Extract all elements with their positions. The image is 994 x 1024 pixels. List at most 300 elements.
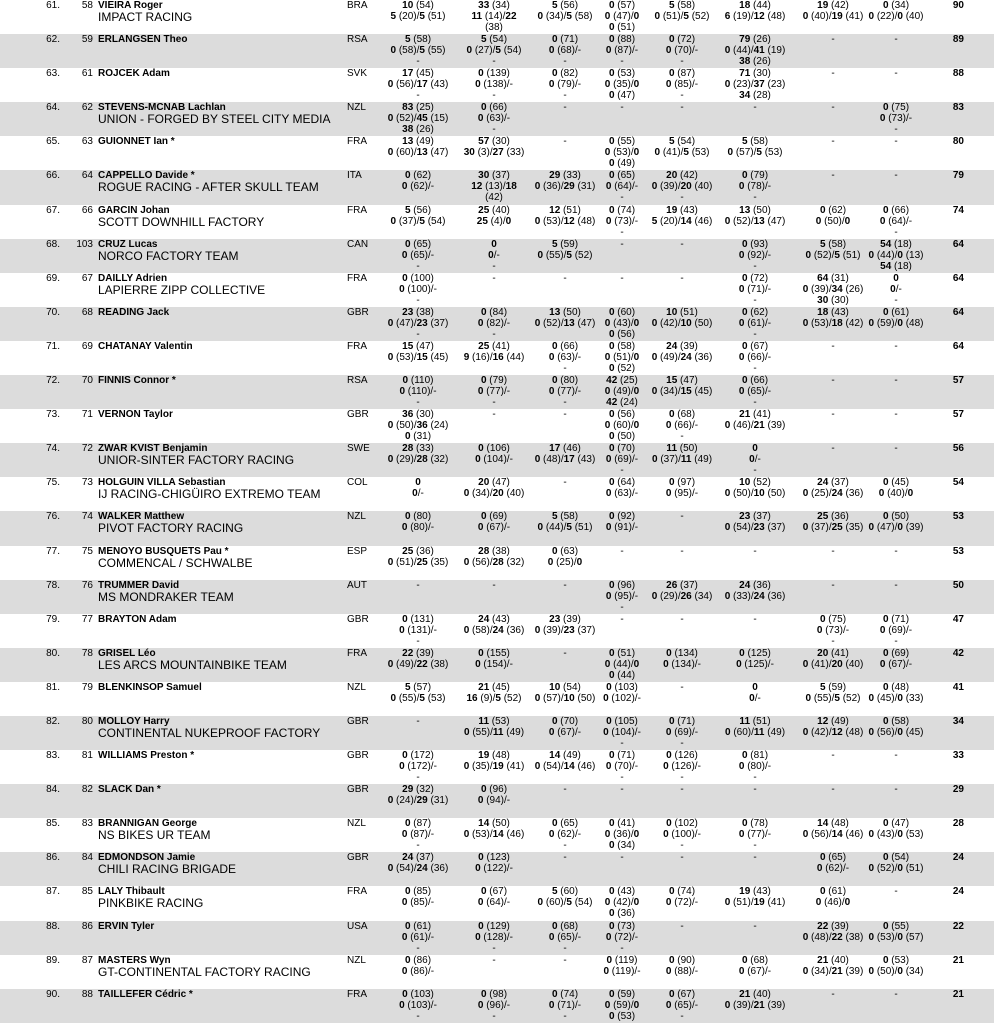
result-line: 0 (27)/5 (54) xyxy=(466,45,522,57)
round-result xyxy=(652,375,713,397)
standings-row xyxy=(0,784,994,818)
result-line: 0 (79)/- xyxy=(548,79,582,91)
result-line: 0 (68) xyxy=(551,920,579,932)
result-line: - xyxy=(894,443,898,455)
result-line: 0 xyxy=(752,681,758,693)
result-line: 0 (40)/19 (41) xyxy=(802,11,864,22)
round-result xyxy=(666,34,698,67)
result-line: 0 (65)/- xyxy=(665,999,699,1011)
rider-name: LALY Thibault xyxy=(98,886,165,898)
result-line: 0 (56) xyxy=(608,328,636,340)
result-line: 42 (25) xyxy=(606,375,638,387)
result-line: 0 (46)/0 xyxy=(815,897,851,909)
round-result xyxy=(879,477,913,499)
round-result xyxy=(605,341,639,374)
plate-number: 75 xyxy=(81,545,93,557)
result-line: 0 (58) xyxy=(608,340,636,352)
result-line: 0 (71)/- xyxy=(738,283,772,295)
result-line: 0 (128)/- xyxy=(475,931,513,943)
nation: GBR xyxy=(347,715,369,727)
result-line: 0 (42)/12 (48) xyxy=(802,726,864,738)
rank: 68. xyxy=(46,238,60,250)
round-result xyxy=(416,580,419,591)
result-line: - xyxy=(894,136,898,148)
total-points: 42 xyxy=(952,647,964,659)
standings-row xyxy=(0,375,994,409)
total-points: 22 xyxy=(952,920,964,932)
rider-name: TAILLEFER Cédric * xyxy=(98,988,193,1000)
round-result xyxy=(868,852,923,874)
result-line: 0 (138)/- xyxy=(475,79,513,91)
result-line: 0 (41) xyxy=(608,818,636,830)
result-line: 0 (98) xyxy=(480,988,508,1000)
rider-cell xyxy=(98,170,338,194)
result-line: 0 (110) xyxy=(402,375,434,387)
round-result xyxy=(831,136,834,147)
result-line: 0 (65) xyxy=(404,238,432,250)
result-line: 30 (30) xyxy=(817,294,849,306)
standings-row xyxy=(0,716,994,750)
round-result xyxy=(537,511,592,533)
round-result xyxy=(478,784,510,806)
result-line: 5 (58) xyxy=(404,34,432,46)
total-points: 56 xyxy=(952,443,964,455)
result-line: - xyxy=(620,737,624,749)
result-line: 0 (23)/37 (23) xyxy=(724,79,786,91)
result-line: 10 (54) xyxy=(549,681,581,693)
result-line: 0 (47)/0 (39) xyxy=(868,522,924,534)
result-line: 0/- xyxy=(749,454,761,466)
total-points: 47 xyxy=(952,613,964,625)
result-line: 0 (88) xyxy=(608,34,636,46)
result-line: - xyxy=(620,852,624,864)
round-result xyxy=(492,409,495,420)
result-line: - xyxy=(416,942,420,954)
round-result xyxy=(736,648,774,670)
result-line: 21 (41) xyxy=(739,409,771,421)
result-line: 0 (73) xyxy=(608,920,636,932)
rider-name: BRAYTON Adam xyxy=(98,613,177,625)
result-line: 0 (50)/0 xyxy=(815,215,851,227)
round-result xyxy=(402,511,434,533)
result-line: 0 (90) xyxy=(668,954,696,966)
plate-number: 66 xyxy=(81,204,93,216)
round-result xyxy=(399,375,436,408)
rank: 76. xyxy=(46,511,60,523)
result-line: 0 (80) xyxy=(404,511,432,523)
result-line: - xyxy=(620,613,624,625)
result-line: 0 (172) xyxy=(402,750,434,762)
result-line: 0 (56) xyxy=(608,409,636,421)
result-line: 0 (58)/5 (55) xyxy=(390,45,446,57)
round-result xyxy=(537,0,592,22)
result-line: 0 (60)/5 (54) xyxy=(537,897,593,909)
rank: 89. xyxy=(46,954,60,966)
rank: 84. xyxy=(46,784,60,796)
result-line: - xyxy=(894,124,898,136)
result-line: 5 (58) xyxy=(551,511,579,523)
result-line: 0 (53)/12 (48) xyxy=(534,215,596,227)
result-line: 0 (60) xyxy=(608,306,636,318)
result-line: 0 (70)/- xyxy=(605,761,639,773)
total-points: 74 xyxy=(952,204,964,216)
nation: FRA xyxy=(347,988,367,1000)
result-line: - xyxy=(894,68,898,80)
round-result xyxy=(388,648,449,670)
round-result xyxy=(388,443,449,465)
total-points: 53 xyxy=(952,511,964,523)
plate-number: 86 xyxy=(81,920,93,932)
nation: BRA xyxy=(347,0,368,11)
result-line: 0 (53) xyxy=(608,68,636,80)
round-result xyxy=(894,580,897,591)
round-result xyxy=(868,716,923,738)
round-result xyxy=(652,580,713,602)
result-line: - xyxy=(563,102,567,114)
result-line: 14 (50) xyxy=(478,818,510,830)
result-line: 0 (34)/15 (45) xyxy=(651,386,713,398)
result-line: 0 (75) xyxy=(882,102,910,114)
rider-cell xyxy=(98,0,338,24)
round-result xyxy=(563,580,566,591)
result-line: - xyxy=(492,579,496,591)
round-result xyxy=(739,955,771,977)
result-line: 0 (91)/- xyxy=(605,522,639,534)
result-line: - xyxy=(620,226,624,238)
standings-row xyxy=(0,818,994,852)
result-line: 0 (29)/26 (34) xyxy=(651,590,713,602)
round-result xyxy=(620,614,623,625)
round-result xyxy=(390,205,445,227)
result-line: 0 (50)/0 (34) xyxy=(868,965,924,977)
round-result xyxy=(535,170,596,192)
nation: NZL xyxy=(347,511,366,523)
result-line: 0 (73)/- xyxy=(605,215,639,227)
round-result xyxy=(666,477,698,499)
result-line: 18 (43) xyxy=(817,306,849,318)
round-result xyxy=(549,921,581,954)
round-result xyxy=(402,955,434,977)
round-result xyxy=(464,716,524,738)
round-result xyxy=(563,136,566,147)
result-line: 0 (39)/23 (37) xyxy=(534,624,596,636)
result-line: 0 (73)/- xyxy=(879,113,913,125)
round-result xyxy=(471,0,516,33)
standings-row xyxy=(0,68,994,102)
result-line: 0 (49)/0 xyxy=(604,386,640,398)
result-line: 5 (57) xyxy=(404,681,432,693)
result-line: 0 (36)/0 xyxy=(604,829,640,841)
result-line: - xyxy=(416,1010,420,1022)
result-line: 0 (81) xyxy=(741,750,769,762)
result-line: 0 (69)/- xyxy=(605,454,639,466)
result-line: 0 (51) xyxy=(608,22,636,33)
round-result xyxy=(680,852,683,863)
result-line: - xyxy=(563,272,567,284)
round-result xyxy=(390,34,445,67)
result-line: 5 (54) xyxy=(480,34,508,46)
round-result xyxy=(478,886,510,908)
result-line: 5 (58) xyxy=(819,238,847,250)
rank: 82. xyxy=(46,715,60,727)
result-line: 0 (47)/23 (37) xyxy=(387,317,449,329)
standings-row xyxy=(0,409,994,443)
round-result xyxy=(416,716,419,727)
team-name: NS BIKES UR TEAM xyxy=(98,828,211,843)
rider-cell xyxy=(98,955,338,979)
total-points: 79 xyxy=(952,170,964,182)
result-line: 0 (67) xyxy=(480,886,508,898)
result-line: 5 (56) xyxy=(551,0,579,11)
result-line: 17 (45) xyxy=(402,68,434,80)
rank: 79. xyxy=(46,613,60,625)
round-result xyxy=(475,648,513,670)
plate-number: 72 xyxy=(81,443,93,455)
rider-name: CHATANAY Valentin xyxy=(98,340,193,352)
result-line: 0 (42)/0 xyxy=(604,897,640,909)
nation: GBR xyxy=(347,852,369,864)
round-result xyxy=(605,989,639,1022)
round-result xyxy=(388,102,449,135)
result-line: 0 (62) xyxy=(404,170,432,182)
result-line: 0 (54)/14 (46) xyxy=(534,761,596,773)
result-line: 0 (53) xyxy=(882,954,910,966)
round-result xyxy=(563,273,566,284)
result-line: 0 (52)/13 (47) xyxy=(534,317,596,329)
rider-name: FINNIS Connor * xyxy=(98,375,176,387)
round-result xyxy=(803,921,864,943)
result-line: 0/- xyxy=(890,283,902,295)
result-line: 0 (65)/- xyxy=(401,249,435,261)
result-line: - xyxy=(563,647,567,659)
total-points: 57 xyxy=(952,409,964,421)
result-line: 0 (44) xyxy=(608,669,636,681)
result-line: 0 (22)/0 (40) xyxy=(868,11,924,22)
result-line: - xyxy=(680,511,684,523)
round-result xyxy=(680,921,683,932)
rider-name: MOLLOY Harry xyxy=(98,715,170,727)
result-line: 0 (61)/- xyxy=(401,931,435,943)
rank: 66. xyxy=(46,170,60,182)
round-result xyxy=(868,0,923,22)
result-line: 0 (96) xyxy=(480,784,508,796)
result-line: 0 (104)/- xyxy=(603,726,641,738)
result-line: - xyxy=(416,260,420,272)
result-line: 0 (96)/- xyxy=(477,999,511,1011)
result-line: 0 (37)/25 (35) xyxy=(802,522,864,534)
round-result xyxy=(831,102,834,113)
result-line: 12 (13)/18 xyxy=(471,181,517,193)
result-line: 0 (34)/20 (40) xyxy=(463,488,525,500)
result-line: 12 (49) xyxy=(817,715,849,727)
result-line: - xyxy=(894,579,898,591)
result-line: 0 (72)/- xyxy=(665,897,699,909)
result-line: - xyxy=(894,226,898,238)
result-line: - xyxy=(563,942,567,954)
result-line: - xyxy=(563,409,567,421)
result-line: - xyxy=(416,90,420,102)
result-line: - xyxy=(831,170,835,182)
result-line: 0 (80)/- xyxy=(738,761,772,773)
result-line: 5 (20)/14 (46) xyxy=(651,215,713,227)
result-line: - xyxy=(563,56,567,68)
round-result xyxy=(475,68,513,101)
result-line: 0 (61) xyxy=(882,306,910,318)
round-result xyxy=(831,443,834,454)
rider-cell xyxy=(98,886,338,910)
rider-cell xyxy=(98,750,338,761)
result-line: 0 (55) xyxy=(608,136,636,148)
result-line: 21 (40) xyxy=(739,988,771,1000)
round-result xyxy=(563,955,566,966)
result-line: 0 (62)/- xyxy=(401,181,435,193)
rank: 71. xyxy=(46,340,60,352)
nation: ESP xyxy=(347,545,368,557)
result-line: 0 (102)/- xyxy=(603,692,641,704)
round-result xyxy=(605,409,639,442)
round-result xyxy=(535,307,596,329)
team-name: IMPACT RACING xyxy=(98,10,193,24)
standings-row xyxy=(0,750,994,784)
result-line: - xyxy=(680,431,684,443)
plate-number: 62 xyxy=(81,102,93,114)
result-line: 5 (58) xyxy=(668,0,696,11)
result-line: 24 (39) xyxy=(666,340,698,352)
result-line: 0 (41)/20 (40) xyxy=(802,658,864,670)
result-line: 38 (26) xyxy=(402,124,434,136)
team-name: IJ RACING-CHIGÜIRO EXTREMO TEAM xyxy=(98,487,321,502)
result-line: 25 (41) xyxy=(478,340,510,352)
rider-cell xyxy=(98,273,338,297)
round-result xyxy=(475,921,513,954)
standings-row xyxy=(0,955,994,989)
result-line: 10 (52) xyxy=(739,477,771,489)
round-result xyxy=(739,239,771,272)
result-line: 38 (26) xyxy=(739,56,771,68)
round-result xyxy=(620,239,623,250)
result-line: 0 (53)/0 (57) xyxy=(868,931,924,943)
result-line: 11 (53) xyxy=(478,715,510,727)
team-name: LAPIERRE ZIPP COLLECTIVE xyxy=(98,282,266,297)
total-points: 64 xyxy=(952,272,964,284)
result-line: 0 (65)/- xyxy=(548,931,582,943)
round-result xyxy=(412,477,424,499)
round-result xyxy=(831,341,834,352)
result-line: 0 (51) xyxy=(608,647,636,659)
round-result xyxy=(388,852,449,874)
rider-name: ZWAR KVIST Benjamin xyxy=(98,443,208,455)
rider-cell xyxy=(98,648,338,672)
result-line: 0 (57)/5 (53) xyxy=(727,147,783,159)
result-line: 0 (40)/0 xyxy=(878,488,914,500)
result-line: 19 (48) xyxy=(478,750,510,762)
result-line: - xyxy=(753,840,757,852)
result-line: 0 (67)/- xyxy=(879,658,913,670)
round-result xyxy=(605,886,639,919)
result-line: - xyxy=(753,260,757,272)
round-result xyxy=(680,614,683,625)
result-line: 0 (25)/0 xyxy=(547,556,583,568)
round-result xyxy=(464,750,525,772)
plate-number: 70 xyxy=(81,375,93,387)
round-result xyxy=(680,102,683,113)
rider-cell xyxy=(98,989,338,1000)
result-line: 20 (41) xyxy=(817,647,849,659)
round-result xyxy=(680,546,683,557)
rank: 73. xyxy=(46,409,60,421)
round-result xyxy=(727,136,782,158)
standings-row xyxy=(0,886,994,920)
round-result xyxy=(388,307,449,340)
round-result xyxy=(464,818,525,840)
result-line: 0 (53)/18 (42) xyxy=(802,317,864,329)
result-line: 0 (67)/- xyxy=(477,522,511,534)
rank: 83. xyxy=(46,750,60,762)
total-points: 64 xyxy=(952,238,964,250)
rank: 81. xyxy=(46,681,60,693)
round-result xyxy=(464,136,525,158)
result-line: 0 (58) xyxy=(882,715,910,727)
result-line: - xyxy=(492,328,496,340)
result-line: 0 (86) xyxy=(404,954,432,966)
result-line: 0 (103) xyxy=(402,988,434,1000)
result-line: - xyxy=(753,545,757,557)
round-result xyxy=(739,750,771,783)
round-result xyxy=(803,955,864,977)
result-line: 25 (40) xyxy=(478,204,510,216)
result-line: 0 (56)/28 (32) xyxy=(463,556,525,568)
rank: 85. xyxy=(46,818,60,830)
result-line: 0 (86)/- xyxy=(401,965,435,977)
result-line: 79 (26) xyxy=(739,34,771,46)
rider-name: VERNON Taylor xyxy=(98,409,173,421)
rider-cell xyxy=(98,818,338,842)
result-line: - xyxy=(831,136,835,148)
total-points: 34 xyxy=(952,715,964,727)
rider-cell xyxy=(98,136,338,147)
round-result xyxy=(868,511,923,533)
result-line: 0 (51)/5 (52) xyxy=(654,11,710,22)
nation: NZL xyxy=(347,818,366,830)
standings-row xyxy=(0,682,994,716)
result-line: 0 (53)/14 (46) xyxy=(463,829,525,841)
round-result xyxy=(666,716,698,749)
round-result xyxy=(475,852,513,874)
result-line: 0 (67)/- xyxy=(738,965,772,977)
result-line: 0 (52)/13 (47) xyxy=(724,215,786,227)
round-result xyxy=(894,341,897,352)
result-line: - xyxy=(620,601,624,613)
result-line: 0 (57) xyxy=(608,0,636,11)
round-result xyxy=(739,341,771,374)
rider-cell xyxy=(98,205,338,229)
result-line: 0 (103) xyxy=(606,681,638,693)
round-result xyxy=(894,409,897,420)
round-result xyxy=(803,273,864,306)
result-line: 0 (35)/19 (41) xyxy=(463,761,525,773)
rider-name: BLENKINSOP Samuel xyxy=(98,681,202,693)
result-line: 0 (85) xyxy=(404,886,432,898)
round-result xyxy=(894,886,897,897)
total-points: 89 xyxy=(952,34,964,46)
result-line: - xyxy=(492,260,496,272)
round-result xyxy=(890,273,902,306)
round-result xyxy=(606,580,638,613)
result-line: 11 (51) xyxy=(739,715,771,727)
result-line: - xyxy=(492,397,496,409)
nation: FRA xyxy=(347,136,367,148)
nation: COL xyxy=(347,477,368,489)
